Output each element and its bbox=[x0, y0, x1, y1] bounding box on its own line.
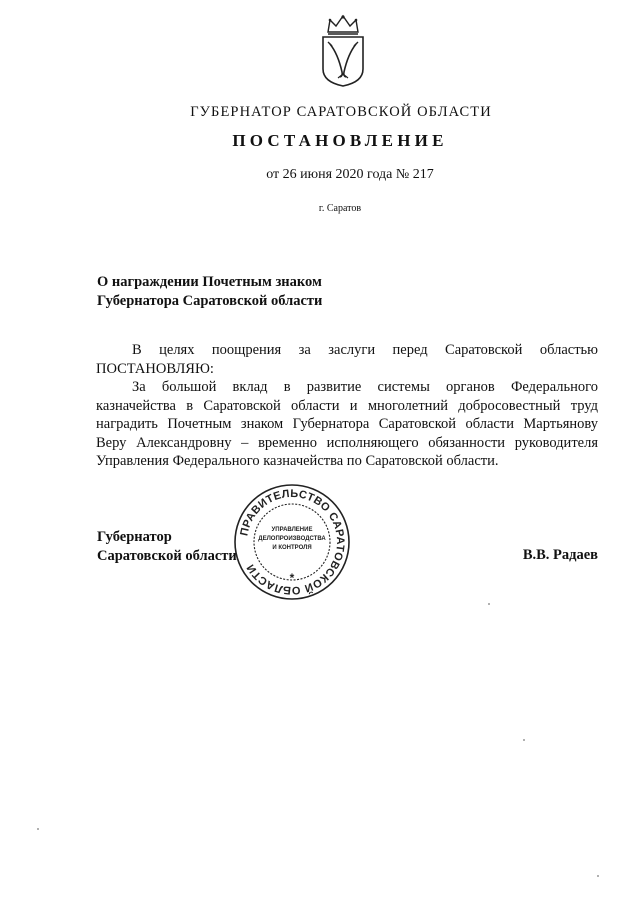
document-city: г. Саратов bbox=[318, 203, 362, 214]
official-stamp bbox=[232, 482, 352, 602]
stamp-inner-text: УПРАВЛЕНИЕ bbox=[271, 527, 313, 533]
document-body bbox=[96, 341, 598, 471]
signer-title-line: Саратовской области bbox=[97, 548, 237, 564]
body-line: Веру Александровну – временно исполняющего обязанности руководителя bbox=[96, 434, 598, 451]
scan-speck bbox=[488, 603, 490, 605]
scan-speck bbox=[37, 828, 39, 830]
body-line: наградить Почетным знаком Губернатора Саратовской области Мартьянову bbox=[96, 416, 598, 432]
subject-line: О награждении Почетным знаком bbox=[97, 274, 322, 290]
stamp-ring-text: ПРАВИТЕЛЬСТВО САРАТОВСКОЙ ОБЛАСТИ bbox=[238, 487, 347, 597]
document-type-title: ПОСТАНОВЛЕНИЕ bbox=[232, 131, 448, 150]
signer-name: В.В. Радаев bbox=[522, 547, 598, 563]
scan-speck bbox=[523, 739, 525, 741]
scan-speck bbox=[597, 875, 599, 877]
body-line: ПОСТАНОВЛЯЮ: bbox=[96, 360, 214, 377]
saratov-coat-of-arms-icon bbox=[318, 14, 368, 88]
stamp-star: * bbox=[289, 571, 295, 585]
body-line: За большой вклад в развитие системы органов Федерального bbox=[132, 379, 598, 395]
stamp-inner-text: ДЕЛОПРОИЗВОДСТВА bbox=[258, 536, 326, 542]
body-line: казначейства в Саратовской области и многолетний добросовестный труд bbox=[96, 397, 598, 414]
body-line: Управления Федерального казначейства по Саратовской области. bbox=[96, 453, 499, 469]
issuing-authority: ГУБЕРНАТОР САРАТОВСКОЙ ОБЛАСТИ bbox=[190, 104, 492, 120]
body-line: В целях поощрения за заслуги перед Саратовской областью bbox=[132, 342, 598, 358]
subject-line: Губернатора Саратовской области bbox=[97, 293, 323, 309]
document-subject bbox=[97, 273, 322, 311]
signer-title-line: Губернатор bbox=[97, 529, 172, 545]
document-date-number: от 26 июня 2020 года № 217 bbox=[266, 167, 434, 182]
stamp-inner-text: И КОНТРОЛЯ bbox=[272, 545, 312, 551]
signer-title bbox=[97, 528, 237, 566]
